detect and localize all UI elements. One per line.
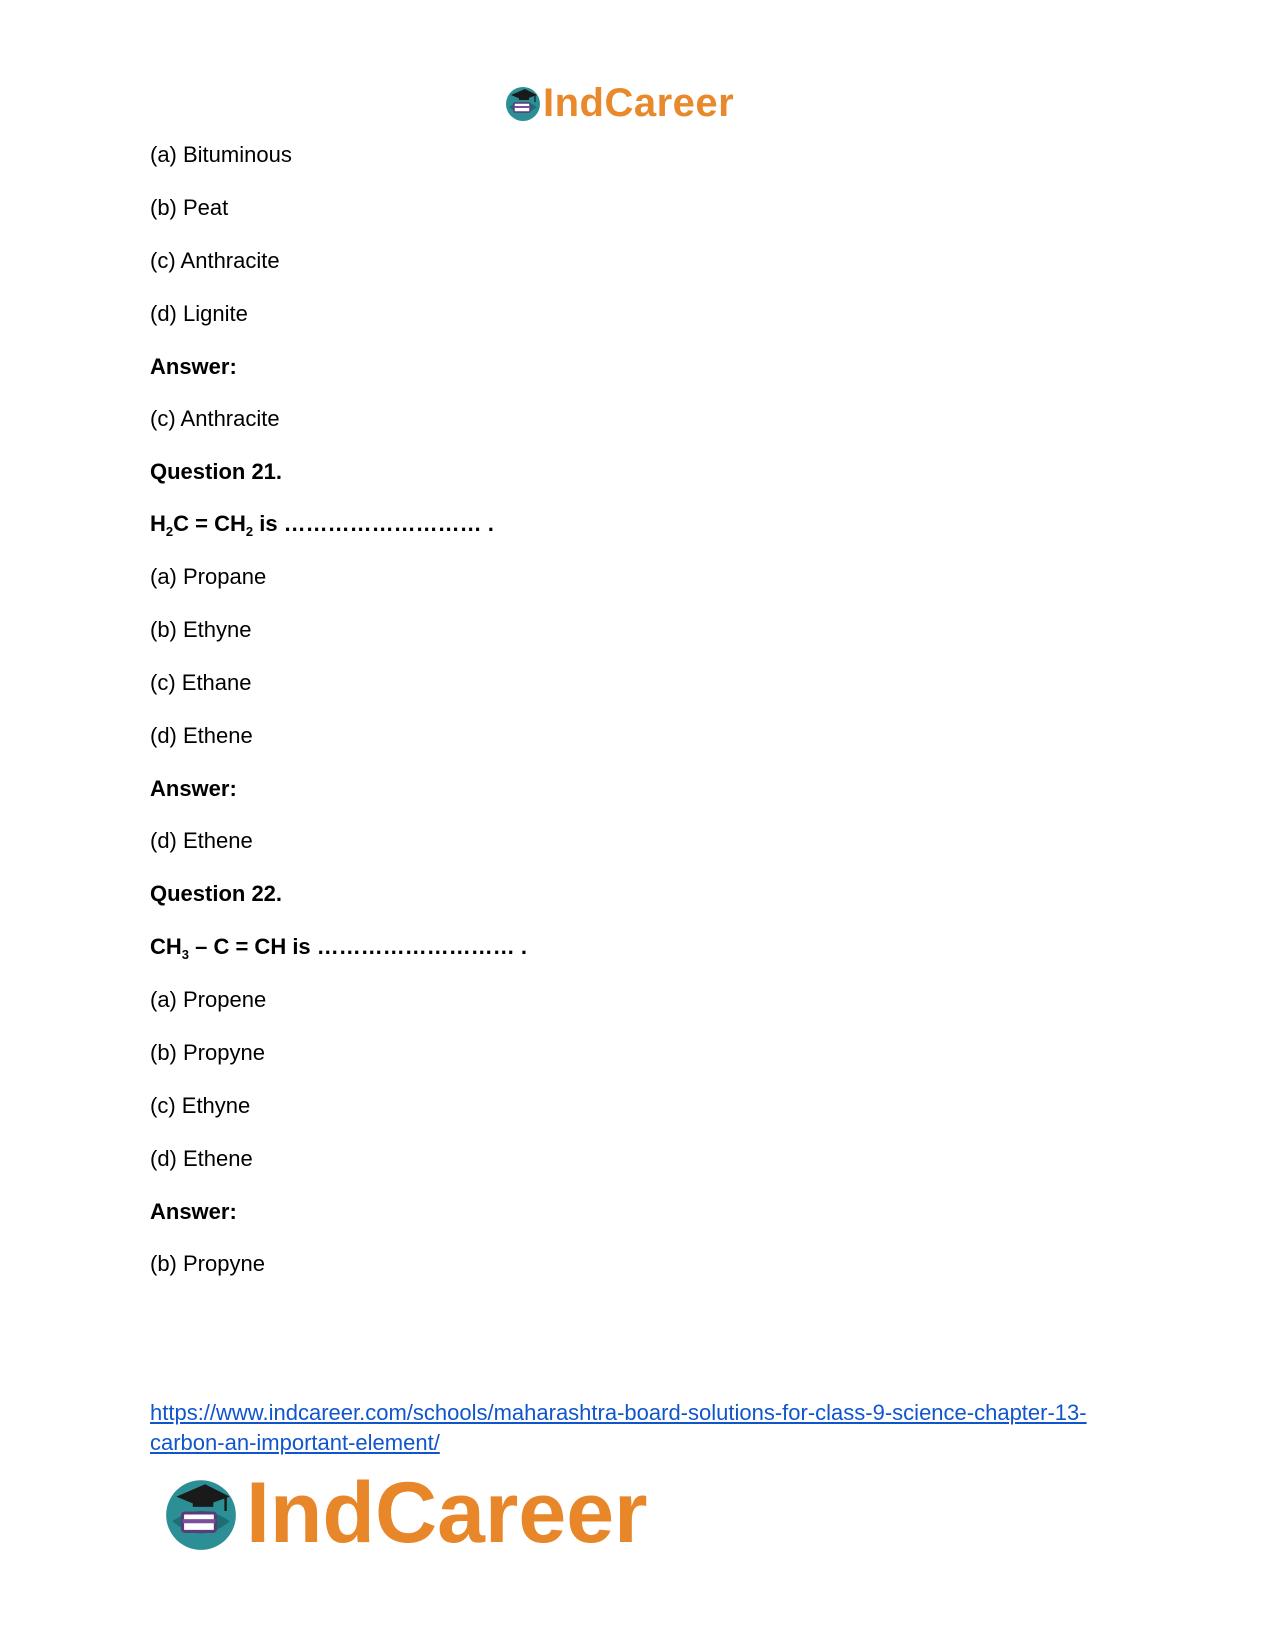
- q21-option-d: (d) Ethene: [150, 723, 253, 748]
- q22-answer: (b) Propyne: [150, 1251, 265, 1276]
- q22-stem-part2: – C = CH is ……………………… .: [189, 934, 528, 959]
- header-logo: [503, 80, 734, 126]
- q20-option-d: (d) Lignite: [150, 301, 248, 326]
- q21-stem: [150, 511, 494, 537]
- source-link-line1[interactable]: https://www.indcareer.com/schools/maharashtra-board-solutions-for-class-9-science-chapter-13-: [150, 1400, 1087, 1425]
- q22-stem: [150, 934, 527, 960]
- q21-stem-part3: is ……………………… .: [253, 511, 494, 536]
- graduation-globe-icon: [503, 83, 543, 123]
- q21-stem-part1: H: [150, 511, 166, 536]
- q22-answer-label: Answer:: [150, 1199, 237, 1224]
- q20-option-c: (c) Anthracite: [150, 248, 280, 273]
- q22-option-b: (b) Propyne: [150, 1040, 265, 1065]
- q21-option-c: (c) Ethane: [150, 670, 252, 695]
- q22-option-c: (c) Ethyne: [150, 1093, 251, 1118]
- graduation-globe-icon: [160, 1472, 242, 1554]
- q21-stem-sub1: 2: [165, 524, 174, 539]
- q21-stem-sub2: 2: [245, 524, 254, 539]
- q22-label: Question 22.: [150, 881, 283, 906]
- footer-logo: [160, 1465, 648, 1561]
- q21-answer-label: Answer:: [150, 776, 237, 801]
- q20-option-a: (a) Bituminous: [150, 142, 292, 167]
- footer-logo-text: IndCareer: [246, 1465, 648, 1561]
- q21-option-b: (b) Ethyne: [150, 617, 252, 642]
- q22-stem-sub1: 3: [181, 947, 190, 962]
- source-link[interactable]: [150, 1398, 1150, 1458]
- q20-answer: (c) Anthracite: [150, 406, 280, 431]
- q20-option-b: (b) Peat: [150, 195, 229, 220]
- header-logo-text: IndCareer: [543, 81, 735, 125]
- q21-option-a: (a) Propane: [150, 564, 267, 589]
- q22-option-a: (a) Propene: [150, 987, 267, 1012]
- source-link-line2[interactable]: carbon-an-important-element/: [150, 1430, 440, 1455]
- q21-label: Question 21.: [150, 459, 283, 484]
- q22-stem-part1: CH: [150, 934, 182, 959]
- q21-answer: (d) Ethene: [150, 828, 253, 853]
- q21-stem-part2: C = CH: [173, 511, 246, 536]
- q20-answer-label: Answer:: [150, 354, 237, 379]
- q22-option-d: (d) Ethene: [150, 1146, 253, 1171]
